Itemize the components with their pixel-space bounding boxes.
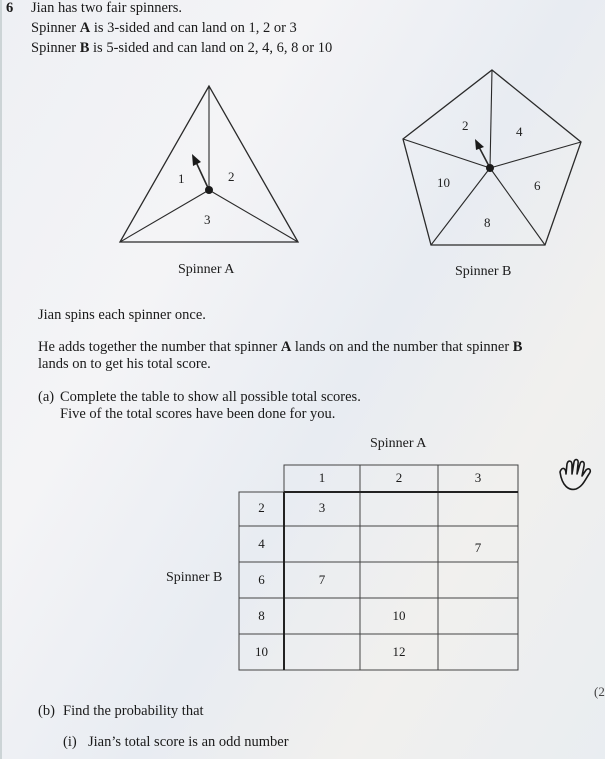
spinner-a-diagram bbox=[110, 78, 310, 250]
spinner-b-diagram bbox=[395, 65, 590, 250]
table-top-label: Spinner A bbox=[370, 436, 427, 451]
table-side-label: Spinner B bbox=[166, 570, 223, 585]
table-cell[interactable]: 7 bbox=[318, 572, 326, 587]
part-b-sub-text: Jian’s total score is an odd number bbox=[88, 734, 289, 750]
table-cell[interactable]: 7 bbox=[474, 540, 482, 555]
spinner-b-section-2: 2 bbox=[462, 118, 469, 133]
score-table-grid bbox=[236, 462, 526, 674]
spinner-b-section-10: 10 bbox=[437, 175, 450, 190]
spinner-a-pivot bbox=[205, 186, 213, 194]
body-line-2b: lands on to get his total score. bbox=[38, 356, 211, 372]
spinner-a-divider-right bbox=[209, 190, 298, 242]
spinner-b-arrowhead-icon bbox=[475, 139, 484, 150]
spinner-b-section-6: 6 bbox=[534, 178, 541, 193]
part-b-text: Find the probability that bbox=[63, 703, 204, 719]
body-line-2a: He adds together the number that spinner A lands on and the number that spinner B bbox=[38, 339, 523, 355]
page-edge bbox=[0, 0, 2, 759]
table-col-header: 2 bbox=[395, 470, 403, 485]
part-b-sub-label: (i) bbox=[63, 734, 77, 750]
part-a-line-2: Five of the total scores have been done for you. bbox=[60, 406, 336, 422]
question-intro: Jian has two fair spinners. bbox=[31, 0, 183, 16]
spinner-b-description: Spinner B is 5-sided and can land on 2, 4, 6, 8 or 10 bbox=[31, 40, 333, 56]
table-cell[interactable]: 12 bbox=[392, 644, 406, 659]
table-row-header: 4 bbox=[258, 536, 265, 551]
spinner-a-caption: Spinner A bbox=[178, 262, 235, 277]
spinner-a-arrowhead-icon bbox=[192, 154, 201, 166]
part-b-label: (b) bbox=[38, 703, 55, 719]
body-line-1: Jian spins each spinner once. bbox=[38, 307, 206, 323]
table-row-header: 6 bbox=[258, 572, 265, 587]
question-number: 6 bbox=[6, 0, 14, 16]
spinner-a-description: Spinner A is 3-sided and can land on 1, 2 or 3 bbox=[31, 20, 297, 36]
spinner-a-divider-left bbox=[120, 190, 209, 242]
spinner-b-divider-2 bbox=[490, 142, 581, 168]
table-col-header: 3 bbox=[474, 470, 482, 485]
spinner-a-section-1: 1 bbox=[178, 171, 185, 186]
marks-indicator: (2 bbox=[594, 684, 605, 699]
table-row-header: 8 bbox=[258, 608, 265, 623]
part-a-label: (a) bbox=[38, 389, 55, 405]
spinner-b-section-8: 8 bbox=[484, 215, 491, 230]
part-a-line-1: Complete the table to show all possible total scores. bbox=[60, 389, 361, 405]
table-cell[interactable]: 3 bbox=[318, 500, 326, 515]
spinner-b-divider-1 bbox=[490, 70, 492, 168]
spinner-a-section-2: 2 bbox=[228, 169, 235, 184]
hand-icon bbox=[556, 458, 596, 492]
table-cell[interactable]: 10 bbox=[392, 608, 406, 623]
spinner-b-caption: Spinner B bbox=[455, 264, 512, 279]
table-row-header: 10 bbox=[255, 644, 268, 659]
spinner-b-section-4: 4 bbox=[516, 124, 523, 139]
spinner-b-pivot bbox=[486, 164, 494, 172]
table-row-header: 2 bbox=[258, 500, 265, 515]
spinner-a-pointer bbox=[196, 162, 209, 190]
spinner-a-section-3: 3 bbox=[204, 212, 211, 227]
table-col-header: 1 bbox=[318, 470, 326, 485]
